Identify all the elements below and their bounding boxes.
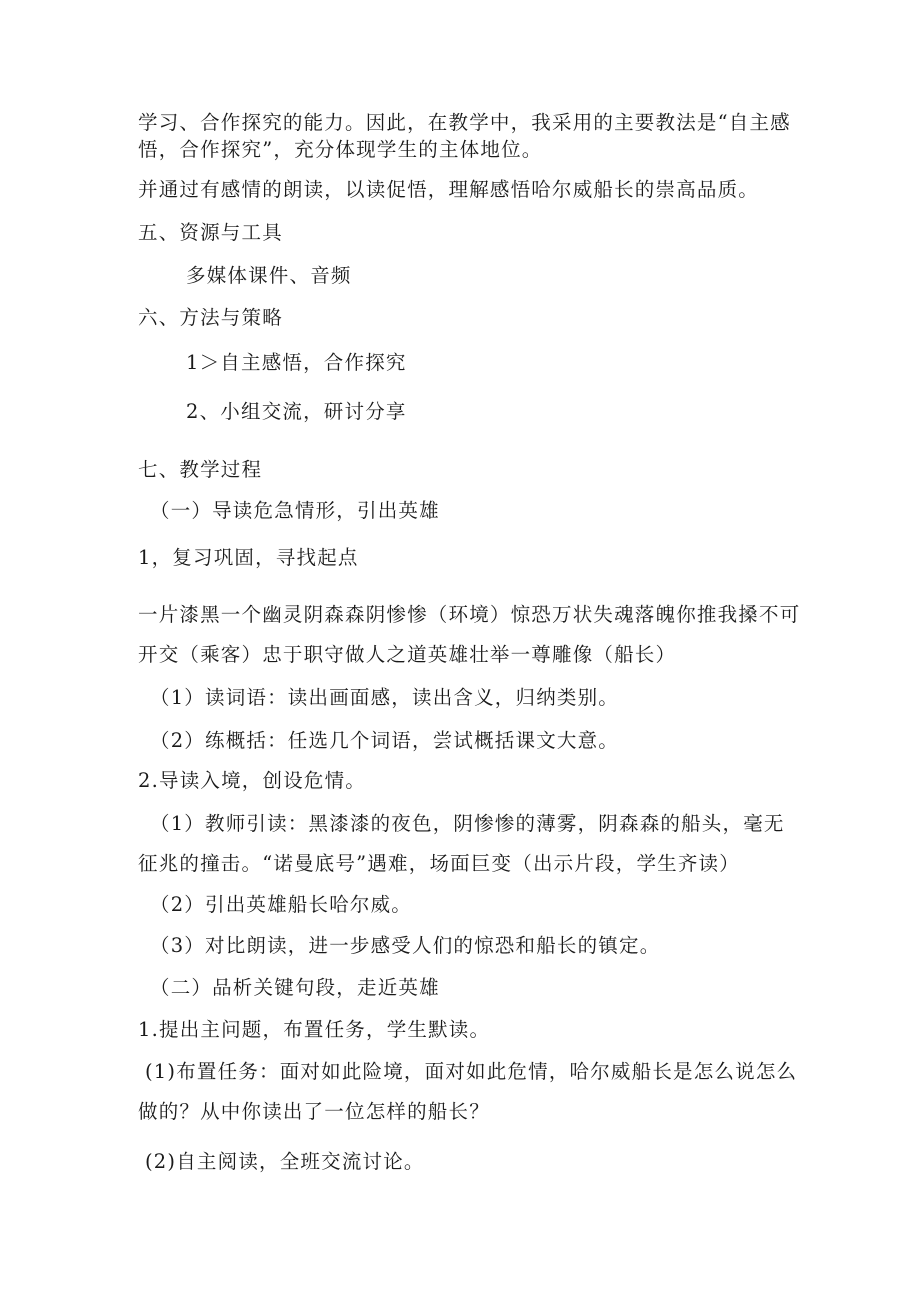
- step-item-hero: （2）引出英雄船长哈尔威。: [150, 893, 413, 916]
- paragraph-line-3: 并通过有感情的朗读，以读促悟，理解感悟哈尔威船长的崇高品质。: [138, 178, 760, 201]
- word-list-line-2: 开交（乘客）忠于职守做人之道英雄壮举一尊雕像（船长）: [138, 643, 677, 666]
- task-line-1: (1)布置任务：面对如此险境，面对如此危情，哈尔威船长是怎么说怎么: [145, 1060, 798, 1083]
- paragraph-line-1: 学习、合作探究的能力。因此，在教学中，我采用的主要教法是“自主感: [138, 111, 791, 134]
- step-heading-3: 1.提出主问题，布置任务，学生默读。: [138, 1018, 491, 1041]
- task-line-2: 做的？从中你读出了一位怎样的船长？: [138, 1100, 490, 1123]
- resource-item: 多媒体课件、音频: [186, 264, 352, 287]
- task-line-3: (2)自主阅读，全班交流讨论。: [145, 1150, 425, 1173]
- section-heading-5: 五、资源与工具: [138, 221, 283, 244]
- step-item-teacher-reading-2: 征兆的撞击。“诺曼底号”遇难，场面巨变（出示片段，学生齐读）: [138, 852, 740, 875]
- paragraph-line-2: 悟，合作探究”，充分体现学生的主体地位。: [138, 138, 543, 161]
- method-item-2: 2、小组交流，研讨分享: [186, 400, 407, 423]
- step-item-read-words: （1）读词语：读出画面感，读出含义，归纳类别。: [150, 686, 620, 709]
- method-item-1: 1＞自主感悟，合作探究: [186, 351, 407, 374]
- step-item-summarize: （2）练概括：任选几个词语，尝试概括课文大意。: [150, 729, 620, 752]
- step-heading-1: 1，复习巩固，寻找起点: [138, 546, 359, 569]
- step-heading-2: 2.导读入境，创设危情。: [138, 769, 367, 792]
- section-heading-6: 六、方法与策略: [138, 306, 283, 329]
- step-item-compare: （3）对比朗读，进一步感受人们的惊恐和船长的镇定。: [150, 934, 661, 957]
- section-heading-7: 七、教学过程: [138, 458, 263, 481]
- word-list-line-1: 一片漆黑一个幽灵阴森森阴惨惨（环境）惊恐万状失魂落魄你推我搡不可: [138, 603, 801, 626]
- step-item-teacher-reading-1: （1）教师引读：黑漆漆的夜色，阴惨惨的薄雾，阴森森的船头，毫无: [150, 812, 785, 835]
- subsection-heading-2: （二）品析关键句段，走近英雄: [150, 976, 440, 999]
- subsection-heading-1: （一）导读危急情形，引出英雄: [150, 499, 440, 522]
